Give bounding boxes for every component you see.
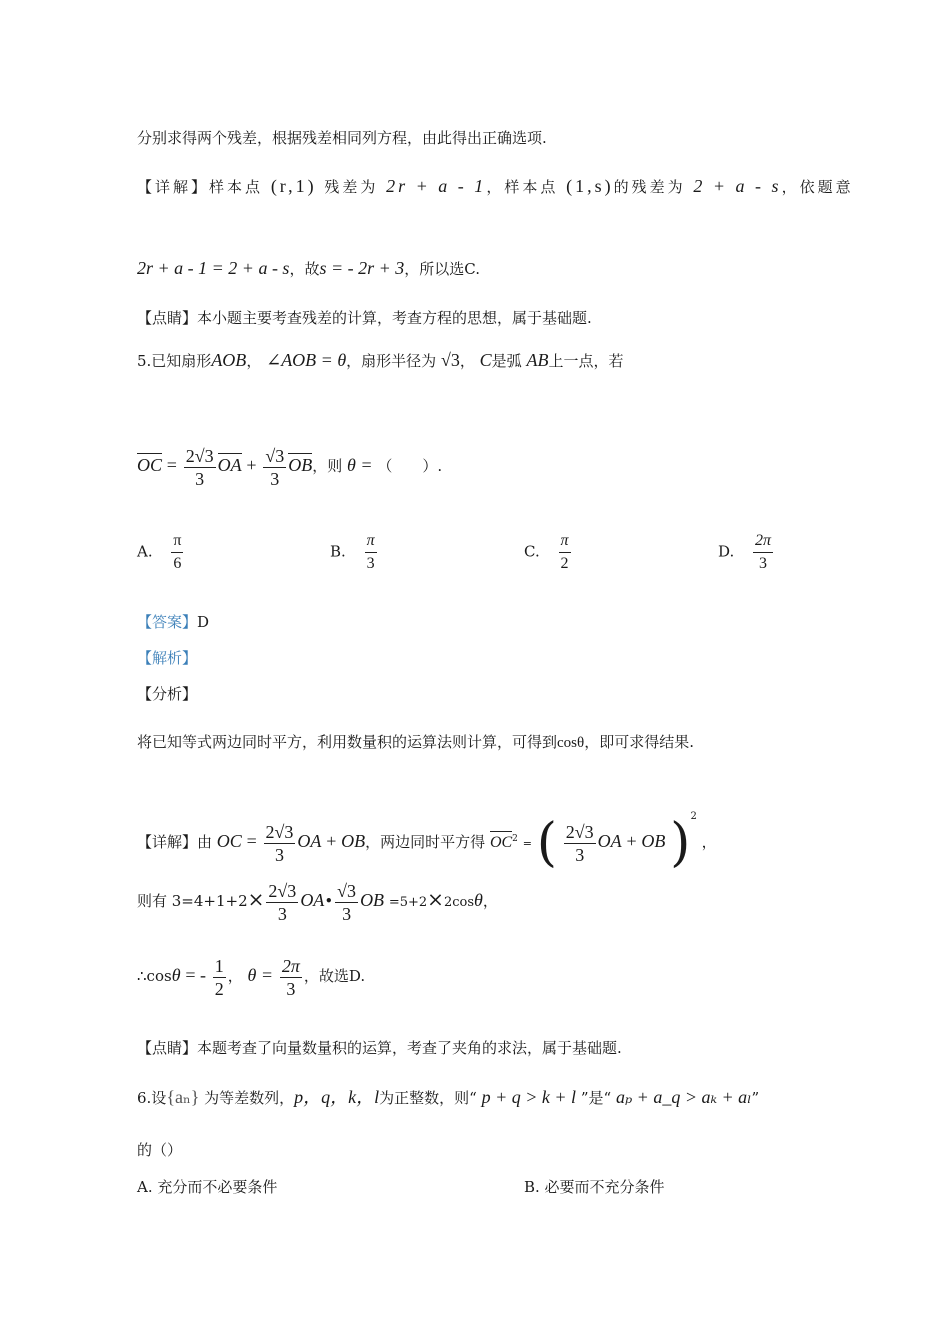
q5-detail-line: 【详解】由 OC = $\frac{2√3}{3}$ OA + OB，两边同时平方得 $OC^2$ = ( $\frac{2√3}{3}$ OA + OB )$^2$ ， [137, 811, 717, 873]
option-d[interactable]: D. $\frac{2\pi}{3}$ [718, 532, 772, 572]
q6-stem: 6.设{aₙ} 为等差数列，p，q，k，l为正整数，则“ p + q > k + l ”是“ aₚ + a_q > aₖ + aₗ” [137, 1087, 760, 1107]
fenxi-label: 【分析】 [137, 685, 198, 703]
option-b[interactable]: B. $\frac{\pi}{3}$ [330, 532, 375, 572]
option-c[interactable]: C. $\frac{\pi}{2}$ [524, 532, 569, 572]
analysis-tail: 分别求得两个残差，根据残差相同列方程，由此得出正确选项. [137, 129, 547, 147]
jiexi-label: 【解析】 [137, 649, 198, 667]
prev-comment: 【点睛】本小题主要考查残差的计算，考查方程的思想，属于基础题. [137, 309, 592, 327]
q5-comment: 【点睛】本题考查了向量数量积的运算，考查了夹角的求法，属于基础题. [137, 1039, 622, 1057]
q5-vector-equation: OC = $\frac{2√3}{3}$ OA + $\frac{√3}{3}$ OB，则 θ = （ ）. [137, 445, 443, 489]
fenxi-text: 将已知等式两边同时平方，利用数量积的运算法则计算，可得到cosθ，即可求得结果. [137, 733, 694, 751]
prev-equation-line: 2r + a - 1 = 2 + a - s，故s = - 2r + 3，所以选C. [137, 258, 480, 278]
coef-1: $\frac{2√3}{3}$ [185, 445, 214, 489]
answer-line: 【答案】D [137, 613, 210, 631]
left-paren: ( [536, 813, 557, 873]
q6-option-b[interactable]: B. 必要而不充分条件 [524, 1178, 665, 1196]
q5-therefore-line: ∴cosθ = - $\frac{1}{2}$ ， θ = $\frac{2\pi}{3}$ ，故选D. [137, 955, 366, 999]
coef-2: $\frac{√3}{3}$ [265, 445, 285, 489]
prev-detail: 【详解】样本点 (r,1) 残差为 2r + a - 1，样本点 (1,s)的残差为 2 + a - s，依题意 [137, 176, 854, 196]
q5-then-line: 则有 3=4+1+2× $\frac{2√3}{3}$ OA• $\frac{√3}{3}$ OB =5+2×2cosθ， [137, 880, 498, 924]
right-paren: ) [670, 813, 691, 873]
q6-stem-end: 的（） [137, 1141, 183, 1159]
q5-stem: 5.已知扇形AOB， ∠AOB = θ，扇形半径为 √3， C是弧 AB上一点，若 [137, 350, 624, 370]
q6-option-a[interactable]: A. 充分而不必要条件 [137, 1178, 278, 1196]
option-a[interactable]: A. $\frac{\pi}{6}$ [137, 532, 182, 572]
